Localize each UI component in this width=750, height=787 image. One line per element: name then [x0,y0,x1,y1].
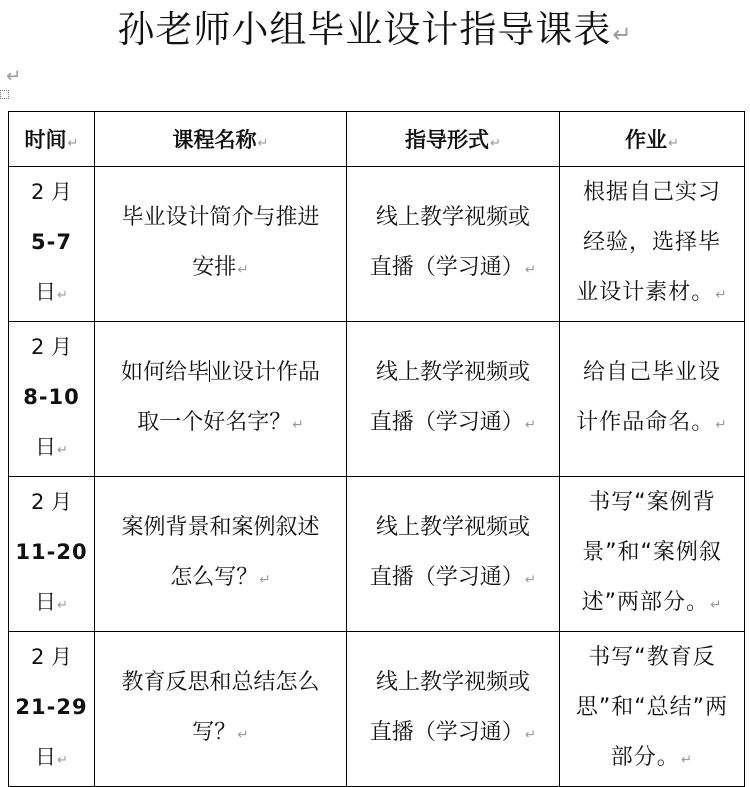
time-month: 2 月 [30,490,73,514]
homework-line: 景”和“案例叙 [582,540,722,565]
time-cell [9,322,95,477]
time-cell [9,167,95,322]
homework-cell [560,167,745,322]
time-day-line: 日↵ [35,280,68,304]
header-homework: 作业↵ [560,112,745,167]
cell-mark-icon: ↵ [259,572,271,588]
course-name-cell [95,167,347,322]
time-day-line: 日↵ [35,435,68,459]
homework-line: 书写“教育反 [588,645,716,670]
time-range: 5-7 [31,230,72,254]
table-row [9,477,745,632]
paragraph-mark-icon: ↵ [6,66,22,87]
homework-cell [560,477,745,632]
title-text: 孙老师小组毕业设计指导课表 [117,8,612,51]
course-line: 如何给毕业设计作品 [120,360,321,385]
cell-mark-icon: ↵ [67,136,79,151]
cell-mark-icon: ↵ [57,753,68,768]
guidance-form-cell [347,477,560,632]
homework-line: 给自己毕业设 [582,360,721,385]
time-day-line: 日↵ [35,745,68,769]
course-name-cell [95,477,347,632]
homework-line: 思”和“总结”两 [575,695,729,720]
table-header-row [9,112,745,167]
time-day-line: 日↵ [35,590,68,614]
time-cell [9,477,95,632]
cell-mark-icon: ↵ [237,262,249,278]
course-line: 怎么写？↵ [170,565,271,590]
course-line: 取一个好名字？↵ [137,410,304,435]
form-line: 直播（学习通）↵ [369,720,537,745]
homework-line: 经验，选择毕 [582,230,721,255]
cell-mark-icon: ↵ [524,572,537,588]
time-month: 2 月 [30,645,73,669]
homework-line: 书写“案例背 [588,490,716,515]
course-name-cell [95,632,347,787]
table-row [9,167,745,322]
form-line: 直播（学习通）↵ [369,565,537,590]
cell-mark-icon: ↵ [524,262,537,278]
course-name-cell[interactable] [95,322,347,477]
time-cell [9,632,95,787]
homework-line: 计作品命名。↵ [576,410,728,435]
page-title [0,4,750,61]
course-line: 教育反思和总结怎么 [121,670,320,695]
cell-mark-icon: ↵ [490,136,501,151]
homework-line: 述”两部分。↵ [581,590,723,615]
header-course-name: 课程名称↵ [95,112,347,167]
homework-line: 部分。↵ [610,745,694,770]
cell-mark-icon: ↵ [668,136,679,151]
time-range: 8-10 [23,385,80,409]
paragraph-mark-icon: ↵ [612,22,633,48]
form-line: 线上教学视频或 [375,670,530,695]
cell-mark-icon: ↵ [57,288,68,303]
form-line: 线上教学视频或 [375,205,530,230]
homework-line: 根据自己实习 [582,180,721,205]
guidance-form-cell [347,632,560,787]
cell-mark-icon: ↵ [680,752,694,768]
table-row [9,322,745,477]
course-line: 毕业设计简介与推进 [121,205,320,230]
course-line: 案例背景和案例叙述 [121,515,320,540]
cell-mark-icon: ↵ [257,136,269,151]
table-move-handle-icon[interactable] [0,90,9,99]
cell-mark-icon: ↵ [292,417,304,433]
homework-line: 业设计素材。↵ [576,280,728,305]
time-range: 11-20 [15,540,88,564]
cell-mark-icon: ↵ [524,417,537,433]
time-month: 2 月 [30,180,73,204]
homework-cell [560,322,745,477]
cell-mark-icon: ↵ [524,727,537,743]
homework-cell [560,632,745,787]
time-month: 2 月 [30,335,73,359]
course-line: 写？↵ [192,720,249,745]
cell-mark-icon: ↵ [237,727,249,743]
schedule-table [8,111,745,787]
table-row [9,632,745,787]
cell-mark-icon: ↵ [57,598,68,613]
header-time: 时间↵ [9,112,95,167]
guidance-form-cell [347,322,560,477]
form-line: 直播（学习通）↵ [369,255,537,280]
form-line: 线上教学视频或 [375,360,530,385]
form-line: 直播（学习通）↵ [369,410,537,435]
cell-mark-icon: ↵ [715,417,728,433]
time-range: 21-29 [15,695,88,719]
guidance-form-cell [347,167,560,322]
form-line: 线上教学视频或 [375,515,530,540]
course-line: 安排↵ [192,255,249,280]
cell-mark-icon: ↵ [715,287,728,303]
cell-mark-icon: ↵ [709,597,723,613]
cell-mark-icon: ↵ [57,443,68,458]
header-guidance-form: 指导形式↵ [347,112,560,167]
